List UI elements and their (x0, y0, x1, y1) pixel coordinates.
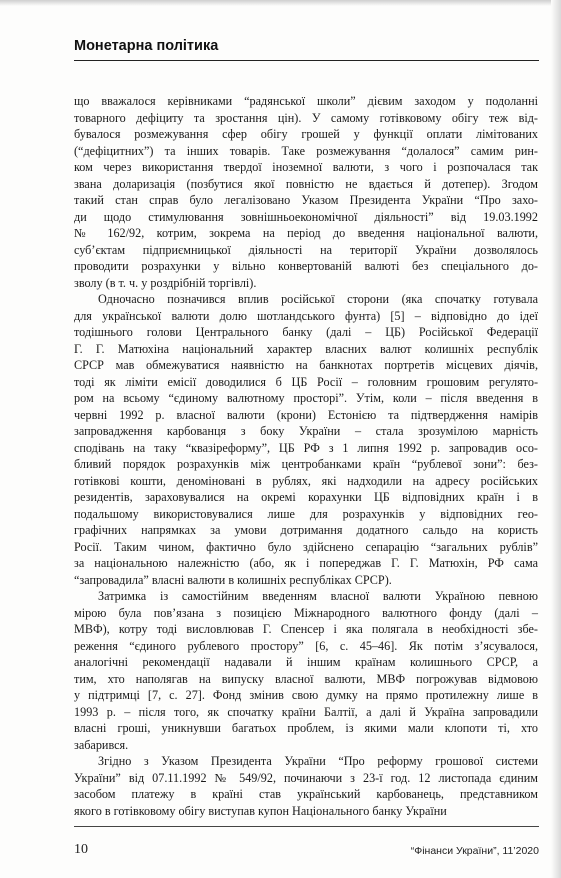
text-line: СРСР мав обмежуватися наявністю на банкнотах портретів місцевих діячів, (74, 358, 538, 372)
header-rule (74, 60, 539, 61)
paragraph (74, 588, 538, 753)
text-line: за національною належністю (або, як і попереджав Г. Г. Матюхін, РФ сама (74, 556, 538, 570)
journal-issue: “Фінанси України”, 11’2020 (410, 845, 539, 857)
paragraph (74, 93, 538, 291)
text-line: аналогічні рекомендації надавали й іншим країнам колишнього СРСР, а (74, 655, 538, 669)
text-line: Згідно з Указом Президента України “Про реформу грошової системи (98, 754, 538, 768)
text-line: запровадження карбованця з боку України – стала зрозумілою марність (74, 424, 538, 438)
text-line: зволу (в т. ч. у роздрібній торгівлі). (74, 275, 257, 290)
text-line: сподівань на таку “квазіреформу”, ЦБ РФ з 1 липня 1992 р. запровадив осо- (74, 440, 538, 455)
text-line: бувалося розмежування сфер обігу грошей у функції оплати лімітованих (74, 127, 538, 141)
page-right-shadow (551, 0, 561, 878)
text-line: резидентів, зараховувалися на окремі корахунки ЦБ відповідних країн і в (74, 490, 538, 504)
text-line: засобом платежу в країні став український карбованець, представником (74, 787, 538, 801)
text-line: готівкові кошти, деноміновані в рублях, які надходили на адресу російських (74, 473, 538, 488)
page-number: 10 (74, 842, 88, 857)
text-line: для української валюти долю шотландського фунта) [5] – відповідно до ідеї (74, 308, 538, 323)
text-line: якого в готівковому обігу виступав купон Національного банку України (74, 803, 447, 818)
text-line: товарного дефіциту та зростання цін). У самому готівковому обігу теж від- (74, 110, 538, 125)
text-line: такий стан справ було легалізовано Указом Президента України “Про захо- (74, 193, 538, 207)
paragraph (74, 753, 538, 819)
text-line: тим, хто наполягав на випуску власної валюти, МВФ погрожував відмовою (74, 671, 538, 686)
text-line: ди щодо стимулювання зовнішньоекономічної діяльності” від 19.03.1992 (74, 209, 538, 224)
article-body (74, 93, 538, 819)
page-top-shadow (0, 0, 561, 6)
section-title: Монетарна політика (74, 38, 219, 54)
text-line: власні гроші, уникнувши багатьох проблем, із якими мали клопоти ті, хто (74, 721, 538, 735)
text-line: мірою була пов’язана з позицією Міжнародного валютного фонду (далі – (74, 605, 538, 620)
text-line: ком через використання твердої іноземної валюти, з чого і розпочалася так (74, 160, 538, 174)
text-line: графічних напрямках за умови дотримання додатного сальдо на користь (74, 523, 538, 537)
paragraph (74, 291, 538, 588)
text-line: ром на всьому “єдиному валютному просторі”. Утім, коли – після введення в (74, 391, 538, 405)
text-line: “запровадила” власні валюти в колишніх республіках СРСР). (74, 572, 392, 587)
text-line: 1993 р. – після того, як спочатку країни Балтії, а далі й Україна запровадили (74, 704, 538, 719)
text-line: № 162/92, котрим, зокрема на період до введення національної валюти, (74, 226, 538, 240)
text-line: Затримка із самостійним введенням власної валюти Україною певною (98, 589, 538, 603)
text-line: тоді як ліміти емісії доводилися б ЦБ Росії – головним грошовим регулято- (74, 374, 538, 389)
text-line: суб’єктам підприємницької діяльності на території України дозволялось (74, 242, 538, 257)
text-line: подальшому використовувалися лише для розрахунків у відповідних гео- (74, 506, 538, 521)
text-line: у підтримці [7, с. 27]. Фонд змінив свою думку на прямо протилежну лише в (74, 688, 538, 702)
text-line: Г. Г. Матюхіна національний характер власних валют колишніх республік (74, 341, 538, 356)
text-line: забарився. (74, 737, 129, 752)
text-line: проводити розрахунки у вільно конвертованій валюті без спеціального до- (74, 259, 538, 273)
text-line: України” від 07.11.1992 № 549/92, починаючи з 23-ї год. 12 листопада єдиним (74, 770, 538, 785)
text-line: Росії. Таким чином, фактично було здійснено сепарацію “загальних рублів” (74, 539, 538, 554)
text-line: (“дефіцитних”) та інших товарів. Таке розмежування “долалося” самим рин- (74, 143, 538, 158)
text-line: МВФ), котру тоді висловлював Г. Спенсер і яка полягала в необхідності збе- (74, 622, 538, 636)
text-line: звана доларизація (позбутися якої повністю не вдається й дотепер). Згодом (74, 176, 538, 191)
text-line: Одночасно позначився вплив російської сторони (яка спочатку готувала (98, 292, 538, 306)
text-line: тодішнього голови Центрального банку (далі – ЦБ) Російської Федерації (74, 325, 538, 339)
text-line: бливий порядок розрахунків між центробанками країн “рублевої зони”: без- (74, 457, 538, 471)
footer-rule (74, 826, 539, 827)
text-line: червні 1992 р. власної валюти (крони) Естонією та підтвердження намірів (74, 407, 538, 422)
text-line: що вважалося керівниками “радянської школи” дієвим заходом у подоланні (74, 94, 538, 108)
text-line: реження “єдиного рублевого простору” [6, с. 45–46]. Як потім з’ясувалося, (74, 638, 538, 653)
